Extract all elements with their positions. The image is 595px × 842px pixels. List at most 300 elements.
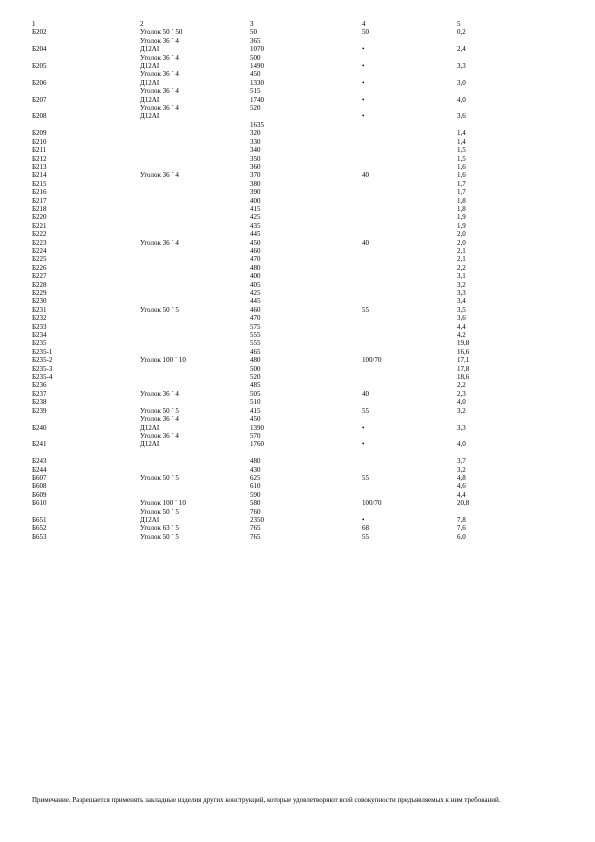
cell-mark: Б653 xyxy=(32,532,47,541)
cell-length: 760 xyxy=(250,507,261,516)
column-header: 1 xyxy=(32,20,36,28)
cell-mass xyxy=(457,104,572,112)
cell-length: 1330 xyxy=(250,78,264,87)
cell-mass: 3,2 xyxy=(457,406,466,415)
cell-profile: Уголок 50 ´ 5 xyxy=(140,305,179,314)
cell-profile: Уголок 50 ´ 5 xyxy=(140,473,179,482)
cell-mark: Б227 xyxy=(32,272,47,281)
cell-length: 1635 xyxy=(250,120,264,129)
cell-size xyxy=(362,449,457,457)
table-row xyxy=(32,398,572,406)
cell-mark: Б206 xyxy=(32,78,47,87)
cell-size: 40 xyxy=(362,238,369,247)
cell-length: 570 xyxy=(250,431,261,440)
cell-mass: 2,4 xyxy=(457,45,466,54)
cell-length: 480 xyxy=(250,457,261,466)
cell-mass: 3,5 xyxy=(457,305,466,314)
cell-mass: 18,6 xyxy=(457,373,470,382)
cell-length: 610 xyxy=(250,482,261,491)
cell-profile xyxy=(140,449,250,457)
cell-size xyxy=(362,87,457,95)
cell-length: 765 xyxy=(250,524,261,533)
table-row xyxy=(32,533,572,541)
cell-mass: 2,2 xyxy=(457,381,466,390)
cell-profile: Уголок 36 ´ 4 xyxy=(140,415,179,424)
cell-size xyxy=(362,163,457,171)
cell-mass: 4,2 xyxy=(457,331,466,340)
cell-profile: Уголок 36 ´ 4 xyxy=(140,238,179,247)
table-row xyxy=(32,474,572,482)
cell-size: 55 xyxy=(362,473,369,482)
cell-length: 435 xyxy=(250,221,261,230)
cell-size xyxy=(362,339,457,347)
cell-mass xyxy=(457,70,572,78)
cell-length: 555 xyxy=(250,339,261,348)
cell-mass: 3,7 xyxy=(457,457,466,466)
cell-mark: Б241 xyxy=(32,440,47,449)
cell-mark: Б237 xyxy=(32,389,47,398)
cell-mass: 2,1 xyxy=(457,246,466,255)
table-row xyxy=(32,96,572,104)
cell-size xyxy=(362,297,457,305)
table-row xyxy=(32,155,572,163)
cell-profile: Д12АI xyxy=(140,440,160,449)
table-row xyxy=(32,247,572,255)
cell-profile xyxy=(140,222,250,230)
cell-profile xyxy=(140,188,250,196)
table-row xyxy=(32,205,572,213)
cell-mass: 4,0 xyxy=(457,440,466,449)
cell-mark: Б238 xyxy=(32,398,47,407)
cell-mass: 2,0 xyxy=(457,238,466,247)
cell-mass: 3,3 xyxy=(457,62,466,71)
cell-size: 50 xyxy=(362,28,369,37)
cell-mass: 1,5 xyxy=(457,154,466,163)
table-row xyxy=(32,466,572,474)
cell-profile: Д12АI xyxy=(140,78,160,87)
cell-length: 465 xyxy=(250,347,261,356)
table-row xyxy=(32,457,572,465)
cell-size xyxy=(362,323,457,331)
cell-profile xyxy=(140,180,250,188)
cell-mark: Б212 xyxy=(32,154,47,163)
cell-size: 100/70 xyxy=(362,499,382,508)
cell-profile xyxy=(140,373,250,381)
cell-size xyxy=(362,255,457,263)
cell-length: 580 xyxy=(250,499,261,508)
cell-length: 350 xyxy=(250,154,261,163)
cell-profile xyxy=(140,213,250,221)
cell-size xyxy=(362,466,457,474)
cell-length: 330 xyxy=(250,137,261,146)
table-row xyxy=(32,37,572,45)
cell-profile: Уголок 100 ´ 10 xyxy=(140,499,186,508)
table-row xyxy=(32,230,572,238)
column-header: 4 xyxy=(362,20,366,28)
cell-size: • xyxy=(362,440,365,449)
cell-length: 460 xyxy=(250,246,261,255)
cell-profile xyxy=(140,457,250,465)
table-row xyxy=(32,323,572,331)
cell-mass xyxy=(457,87,572,95)
cell-size xyxy=(362,213,457,221)
cell-profile: Д12АI xyxy=(140,45,160,54)
cell-size: • xyxy=(362,62,365,71)
cell-mark: Б610 xyxy=(32,499,47,508)
cell-mass: 2,0 xyxy=(457,230,466,239)
table-row xyxy=(32,297,572,305)
cell-mark: Б651 xyxy=(32,515,47,524)
cell-mass: 3,4 xyxy=(457,297,466,306)
cell-profile xyxy=(140,121,250,129)
cell-mass: 3,6 xyxy=(457,314,466,323)
cell-mass: 1,7 xyxy=(457,188,466,197)
cell-mark: Б215 xyxy=(32,179,47,188)
cell-mark: Б226 xyxy=(32,263,47,272)
cell-mass xyxy=(457,508,572,516)
cell-size: 55 xyxy=(362,532,369,541)
cell-mark: Б221 xyxy=(32,221,47,230)
cell-length: 1390 xyxy=(250,423,264,432)
cell-profile: Уголок 36 ´ 4 xyxy=(140,53,179,62)
cell-length: 510 xyxy=(250,398,261,407)
table-row xyxy=(32,213,572,221)
cell-size xyxy=(362,289,457,297)
cell-profile: Уголок 36 ´ 4 xyxy=(140,389,179,398)
cell-size: • xyxy=(362,515,365,524)
cell-size xyxy=(362,381,457,389)
cell-size: • xyxy=(362,112,365,121)
cell-length: 2350 xyxy=(250,515,264,524)
cell-mass xyxy=(457,54,572,62)
table-row xyxy=(32,62,572,70)
cell-mark: Б243 xyxy=(32,457,47,466)
cell-mass: 7,6 xyxy=(457,524,466,533)
cell-size: 68 xyxy=(362,524,369,533)
table-row xyxy=(32,289,572,297)
cell-length: 1490 xyxy=(250,62,264,71)
cell-length: 505 xyxy=(250,389,261,398)
cell-mark: Б225 xyxy=(32,255,47,264)
cell-profile xyxy=(140,381,250,389)
column-header: 2 xyxy=(140,20,144,28)
cell-mark: Б608 xyxy=(32,482,47,491)
cell-length: 450 xyxy=(250,70,261,79)
cell-mark: Б213 xyxy=(32,162,47,171)
cell-length: 365 xyxy=(250,36,261,45)
table-row xyxy=(32,129,572,137)
cell-mark: Б224 xyxy=(32,246,47,255)
cell-size xyxy=(362,264,457,272)
table-row xyxy=(32,239,572,247)
cell-mark: Б207 xyxy=(32,95,47,104)
cell-length: 415 xyxy=(250,204,261,213)
cell-length: 450 xyxy=(250,415,261,424)
cell-mass xyxy=(457,449,572,457)
table-row xyxy=(32,171,572,179)
cell-length: 430 xyxy=(250,465,261,474)
cell-profile xyxy=(140,339,250,347)
cell-mark xyxy=(32,449,140,457)
cell-mass: 0,2 xyxy=(457,28,466,37)
cell-length: 590 xyxy=(250,490,261,499)
cell-profile: Уголок 36 ´ 4 xyxy=(140,431,179,440)
table-row xyxy=(32,28,572,36)
cell-size: • xyxy=(362,78,365,87)
cell-mass: 1,7 xyxy=(457,179,466,188)
cell-length: 400 xyxy=(250,196,261,205)
cell-mark: Б216 xyxy=(32,188,47,197)
cell-length: 575 xyxy=(250,322,261,331)
cell-length: 460 xyxy=(250,305,261,314)
cell-length xyxy=(250,449,362,457)
cell-profile: Уголок 36 ´ 4 xyxy=(140,87,179,96)
cell-size xyxy=(362,398,457,406)
cell-mark: Б211 xyxy=(32,146,47,155)
table-body xyxy=(32,20,572,541)
cell-mark: Б210 xyxy=(32,137,47,146)
cell-size xyxy=(362,365,457,373)
cell-length: 370 xyxy=(250,171,261,180)
table-row xyxy=(32,348,572,356)
cell-mass: 3,2 xyxy=(457,280,466,289)
cell-size: • xyxy=(362,423,365,432)
cell-mass xyxy=(457,37,572,45)
cell-mark: Б235-4 xyxy=(32,373,53,382)
cell-mark: Б235-1 xyxy=(32,347,53,356)
cell-profile xyxy=(140,491,250,499)
cell-profile: Д12АI xyxy=(140,112,160,121)
cell-profile xyxy=(140,205,250,213)
table-row xyxy=(32,491,572,499)
cell-size xyxy=(362,121,457,129)
cell-mass: 1,6 xyxy=(457,162,466,171)
cell-length: 425 xyxy=(250,289,261,297)
cell-mark: Б652 xyxy=(32,524,47,533)
cell-size xyxy=(362,180,457,188)
cell-length: 1760 xyxy=(250,440,264,449)
cell-mass xyxy=(457,415,572,423)
cell-profile: Д12АI xyxy=(140,62,160,71)
cell-profile xyxy=(140,264,250,272)
cell-profile: Д12АI xyxy=(140,95,160,104)
footnote: Примечание. Разрешается применять закладные изделия других конструкций, которые удовлетворяют всей совокупности предъявляемых к ним требований. xyxy=(32,796,501,804)
cell-mark: Б204 xyxy=(32,45,47,54)
cell-profile xyxy=(140,146,250,154)
cell-size xyxy=(362,348,457,356)
cell-profile: Уголок 36 ´ 4 xyxy=(140,36,179,45)
table-row xyxy=(32,79,572,87)
cell-mass: 4,0 xyxy=(457,95,466,104)
table-row xyxy=(32,432,572,440)
table-row xyxy=(32,272,572,280)
cell-size xyxy=(362,188,457,196)
cell-size xyxy=(362,37,457,45)
cell-length: 425 xyxy=(250,213,261,222)
cell-length: 360 xyxy=(250,162,261,171)
cell-mark: Б232 xyxy=(32,314,47,323)
cell-mark: Б220 xyxy=(32,213,47,222)
cell-length: 380 xyxy=(250,179,261,188)
cell-mass: 4,8 xyxy=(457,473,466,482)
cell-size xyxy=(362,155,457,163)
cell-mass: 1,8 xyxy=(457,204,466,213)
cell-size xyxy=(362,247,457,255)
cell-mark: Б231 xyxy=(32,305,47,314)
cell-size: 55 xyxy=(362,406,369,415)
cell-mark: Б229 xyxy=(32,289,47,297)
table-row xyxy=(32,365,572,373)
table-row xyxy=(32,516,572,524)
cell-profile xyxy=(140,331,250,339)
cell-size xyxy=(362,281,457,289)
table-row xyxy=(32,45,572,53)
table-header-row xyxy=(32,20,572,28)
cell-mark: Б234 xyxy=(32,331,47,340)
cell-length: 415 xyxy=(250,406,261,415)
cell-size: 40 xyxy=(362,389,369,398)
cell-profile xyxy=(140,289,250,297)
cell-mark: Б235 xyxy=(32,339,47,348)
cell-mass: 7,8 xyxy=(457,515,466,524)
table-row xyxy=(32,381,572,389)
cell-size xyxy=(362,104,457,112)
table-row xyxy=(32,306,572,314)
table-row xyxy=(32,180,572,188)
cell-profile: Уголок 100 ´ 10 xyxy=(140,356,186,365)
cell-size xyxy=(362,138,457,146)
table-row xyxy=(32,197,572,205)
cell-mass: 3,3 xyxy=(457,423,466,432)
cell-mark: Б228 xyxy=(32,280,47,289)
cell-profile xyxy=(140,138,250,146)
cell-size: 55 xyxy=(362,305,369,314)
cell-profile: Уголок 50 ´ 5 xyxy=(140,532,179,541)
cell-mark: Б214 xyxy=(32,171,47,180)
table-row xyxy=(32,54,572,62)
cell-length: 445 xyxy=(250,230,261,239)
cell-size: • xyxy=(362,45,365,54)
cell-mark: Б218 xyxy=(32,204,47,213)
cell-mark xyxy=(32,508,140,516)
cell-profile xyxy=(140,255,250,263)
cell-size xyxy=(362,205,457,213)
cell-mass: 3,6 xyxy=(457,112,466,121)
cell-size xyxy=(362,272,457,280)
table-row xyxy=(32,314,572,322)
cell-length: 500 xyxy=(250,364,261,373)
cell-mark: Б609 xyxy=(32,490,47,499)
cell-mark xyxy=(32,87,140,95)
table-row xyxy=(32,508,572,516)
cell-length: 1740 xyxy=(250,95,264,104)
cell-length: 50 xyxy=(250,28,257,37)
cell-profile: Уголок 63 ´ 5 xyxy=(140,524,179,533)
cell-profile xyxy=(140,272,250,280)
cell-size xyxy=(362,331,457,339)
cell-mass: 1,4 xyxy=(457,137,466,146)
cell-length: 625 xyxy=(250,473,261,482)
cell-mass: 1,5 xyxy=(457,146,466,155)
cell-profile xyxy=(140,398,250,406)
cell-mass: 4,4 xyxy=(457,322,466,331)
cell-profile: Д12АI xyxy=(140,423,160,432)
table-row xyxy=(32,281,572,289)
cell-mark: Б239 xyxy=(32,406,47,415)
cell-mark xyxy=(32,121,140,129)
cell-mass: 4,6 xyxy=(457,482,466,491)
cell-length: 400 xyxy=(250,272,261,281)
cell-profile: Уголок 36 ´ 4 xyxy=(140,171,179,180)
cell-mark xyxy=(32,104,140,112)
cell-mark: Б607 xyxy=(32,473,47,482)
table-row xyxy=(32,163,572,171)
cell-profile xyxy=(140,197,250,205)
cell-size: • xyxy=(362,95,365,104)
cell-profile xyxy=(140,281,250,289)
cell-size xyxy=(362,482,457,490)
cell-length: 320 xyxy=(250,129,261,138)
table-row xyxy=(32,70,572,78)
table-row xyxy=(32,255,572,263)
cell-length: 480 xyxy=(250,356,261,365)
items-table xyxy=(32,20,572,541)
cell-profile xyxy=(140,323,250,331)
cell-length: 470 xyxy=(250,314,261,323)
cell-profile: Уголок 36 ´ 4 xyxy=(140,104,179,113)
cell-size xyxy=(362,491,457,499)
cell-length: 500 xyxy=(250,53,261,62)
cell-mass: 16,6 xyxy=(457,347,470,356)
cell-profile xyxy=(140,163,250,171)
cell-mass: 17,8 xyxy=(457,364,470,373)
cell-mass: 3,3 xyxy=(457,289,466,297)
cell-size xyxy=(362,314,457,322)
cell-mass: 1,4 xyxy=(457,129,466,138)
cell-profile: Уголок 50 ´ 5 xyxy=(140,507,179,516)
cell-mass: 1,8 xyxy=(457,196,466,205)
cell-size xyxy=(362,415,457,423)
cell-mark: Б222 xyxy=(32,230,47,239)
cell-length: 1070 xyxy=(250,45,264,54)
cell-profile xyxy=(140,230,250,238)
cell-mass: 6,0 xyxy=(457,532,466,541)
table-row xyxy=(32,87,572,95)
cell-mark xyxy=(32,415,140,423)
cell-size: 40 xyxy=(362,171,369,180)
cell-mass: 4,4 xyxy=(457,490,466,499)
cell-length: 445 xyxy=(250,297,261,306)
cell-length: 480 xyxy=(250,263,261,272)
cell-mark: Б233 xyxy=(32,322,47,331)
cell-profile: Уголок 50 ´ 50 xyxy=(140,28,183,37)
cell-length: 765 xyxy=(250,532,261,541)
table-row xyxy=(32,356,572,364)
cell-profile xyxy=(140,155,250,163)
cell-profile xyxy=(140,247,250,255)
column-header: 3 xyxy=(250,20,254,28)
cell-size xyxy=(362,230,457,238)
cell-mark: Б205 xyxy=(32,62,47,71)
cell-mass xyxy=(457,432,572,440)
cell-profile: Уголок 36 ´ 4 xyxy=(140,70,179,79)
cell-size xyxy=(362,457,457,465)
cell-profile xyxy=(140,348,250,356)
cell-length: 405 xyxy=(250,280,261,289)
cell-profile xyxy=(140,297,250,305)
cell-length: 515 xyxy=(250,87,261,96)
cell-size xyxy=(362,129,457,137)
